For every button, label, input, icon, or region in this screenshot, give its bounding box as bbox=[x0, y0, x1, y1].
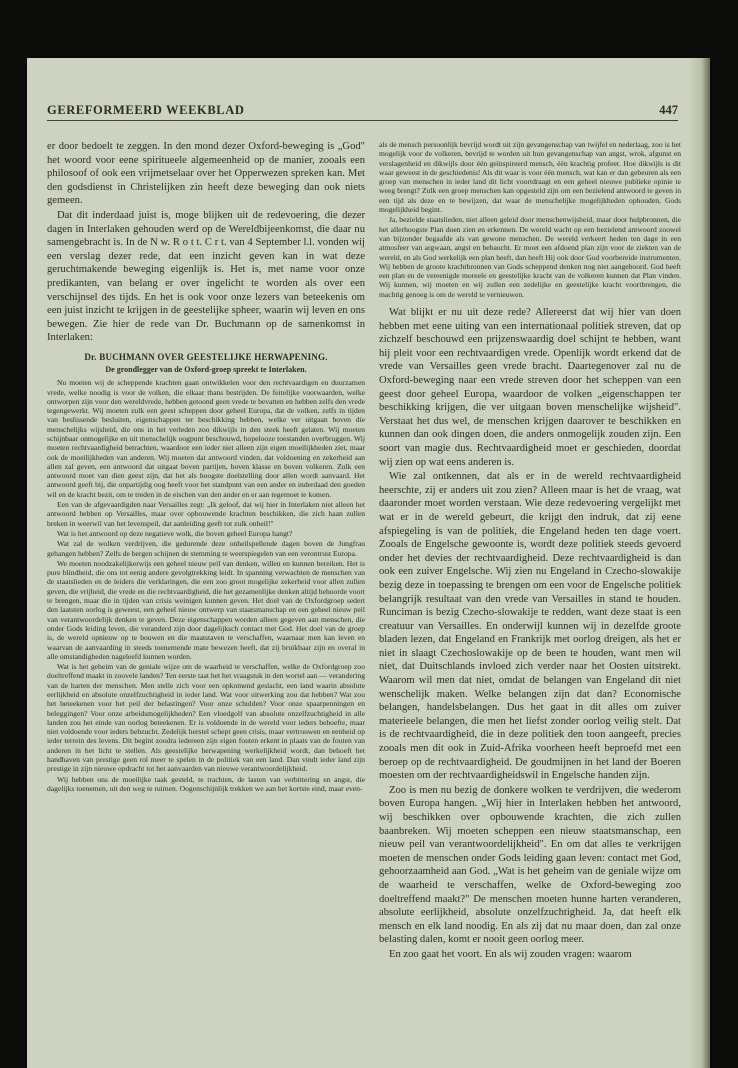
page-number: 447 bbox=[659, 103, 678, 117]
speech-paragraph: Een van de afgevaardigden naar Versailles zegt: „Ik geloof, dat wij hier in Interlaken niet alleen het antwoord hebben op Versailles, maar over opbouwende krachten beschikken, die zich haan zullen breken in weerwil van het levenspeil, dat aanleiding geeft tot zulk onheil!" bbox=[47, 500, 365, 528]
commentary-paragraph: Wie zal ontkennen, dat als er in de wereld rechtvaardigheid heerschte, zij er anders uit zou zien? Alleen maar is het de vraag, wat daaronder moet worden verstaan. Wie deze redevoering vergelijkt met wat er in de wereld gebeurt, die krijgt den indruk, dat zij eene afspiegeling is van de politiek, die Engeland heden ten dage voert. Zooals de Engelsche gewoonte is, wordt deze politiek steeds gevoerd onder het devies der rechtvaardigheid. Deze rechtvaardigheid is dan ook een zuiver Engelsche. Wij zien nu Engeland in Czecho-slowakije bezig deze in toepassing te brengen om een voor de Engelsche politiek belangrijk resultaat van den vrede van Versailles in stand te houden. Runciman is bezig Czecho-slowakije te redden, want deze staat is een creatuur van Versailles. En onderwijl kunnen wij in dezelfde groote bladen lezen, dat Engeland en Frankrijk met oorlog dreigen, als het er niet in slaagt Czechoslowakije op de been te houden, want men wil niet, dat Duitschlands invloed zich verder naar het Oosten uitstrekt. Waarom wil men dat niet, omdat de belangen van Engeland dit niet wenschelijk maken. Welke belangen zijn dat dan? Economische belangen, handelsbelangen. Dus het gaat in dit alles om zuiver materieele belangen, die men het liefst zonder oorlog veilig stelt. Dat is de rechtvaardigheid, die in deze politiek den toon aangeeft, precies zooals men dit ook in Zuid-Afrika voorheen heeft beproefd met een beroep op de rechtvaardigheid. De goudmijnen in het land der Boeren moesten om der rechtvaardigheidswil in Engelsche handen zijn. bbox=[379, 471, 681, 782]
speech-paragraph: Nu moeten wij de scheppende krachten gaan ontwikkelen voor den rechtvaardigen en duurzamen vrede, welke noodig is voor de volken, die elkaar thans bestrijden. De feitelijke voorwaarden, welke ontworpen zijn voor den wereldvrede, hebben getoond geen vrede te bevatten en hebben zelfs den vrede tegengewerkt. Wij moeten zulk een geest scheppen door geheel Europa, dat de volken, zelfs in tijden van beslissende besluiten, eigenschappen ter beschikking hebben, welke ver uitgaan boven die menschelijks wijsheid, die ons in het verleden zoo dikwijls in den steek heeft gelaten. Wij moeten schijnbaar onmogelijke en uit menschelijk oogpunt beschouwd, hopelooze toestanden overbruggen. Wij moeten rechtvaardigheid betrachten, waardoor een ieder niet alleen zijn eigen moeilijkheden ziet, maar ook de moeilijkheden van anderen. Wij moeten dat antwoord vinden, dat voldoening en zekerheid aan allen zal geven, een antwoord dat uitgaat boven partijen, boven klasse en boven volkeren. Zulk een antwoord moet van dien geest zijn, dat het als hoogste doelstelling door allen wordt aanvaard. Het antwoord geeft bij, die onpartijdig oog heeft voor het standpunt van een ander en inderdaad den goeden wil en de kracht bezit, om te treden in de eischen van den ander en er aan tegemoet te komen. bbox=[47, 378, 365, 499]
running-title: GEREFORMEERD WEEKBLAD bbox=[47, 103, 245, 117]
speech-paragraph: Wat zal de wolken verdrijven, die gedurende deze onheilspellende dagen boven de Jungfrau gehangen hebben? Zelfs de bergen schijnen de stemming te weerspiegelen van een verontrust Europa. bbox=[47, 539, 365, 558]
commentary-paragraph: Wat blijkt er nu uit deze rede? Allereerst dat wij hier van doen hebben met eene uiting van een internationaal politiek streven, dat op zichzelf beschouwd een prijzenswaardig doel schijnt te hebben, want hij pleit voor een rechtvaardigen vrede. Openlijk wordt erkend dat de vrede van Versailles geen vrede bracht. Daartegenover zal nu de Oxford-beweging naar een vrede streven door het scheppen van een geest door geheel Europa, waardoor de volken „eigenschappen ter beschikking krijgen, die ver uitgaan boven menschelijke wijsheid". Verstaat het dus wel, de menschen krijgen daarover te beschikken en kunnen dan ook dingen doen, die anders onmogelijk zouden zijn. Een soort van magie dus. Rechtvaardigheid moet er geschieden, doordat wij zien op wat eens anderen is. bbox=[379, 307, 681, 468]
commentary-paragraph: En zoo gaat het voort. En als wij zouden vragen: waarom bbox=[389, 948, 632, 960]
commentary-paragraph: Zoo is men nu bezig de donkere wolken te verdrijven, die wederom boven Europa hangen. „Wij hier in Interlaken hebben het antwoord, wij beschikken over opbouwende krachten, die zich zullen baanbreken. Wij moeten scheppen een nieuw staatsmanschap, een nieuw peil van verantwoordelijkheid". En om dat alles te verkrijgen moeten de menschen onder Gods leiding gaan leven: contact met God, gehoorzaamheid aan God. „Wat is het geheim van de geniale wijze om de waarheid te verschaffen, welke de Oxford-beweging zoo doeltreffend maakt?" De menschen moeten hunne harten veranderen, absolute eerlijkheid, absolute onzelfzuchtigheid. Ja, dat heeft elk mensch en elk land noodig. En als zij dat nu maar doen, dan zal onze belasting dalen, komt er nooit geen oorlog meer. bbox=[379, 784, 681, 946]
speech-paragraph: Wat is het geheim van de geniale wijze om de waarheid te verschaffen, welke de Oxfordgroep zoo doeltreffend maakt in zoovele landen? Ten eerste taat het het vraagstuk in den wortel aan — verandering van de harten der menschen. Men stelle zich voor een opkomend geslacht, een land waarin absolute eerlijkheid en absolute onzelfzuchtigheid in ieder land. Wat voor uitwerking zou dat hebben? Wat zou het beteekenen voor het peil der belastingen? Voor onze schulden? Voor onze spaarpenningen en beleggingen? Voor onze arbeidsmogelijkheden? Een vloedgolf van absolute onzelfzuchtigheid in alle landen zou het einde van oorlog beteekenen. Er is voldoende in de wereld voor ieders behoefte, maar niet voldoende voor ieders hebzucht. Zedelijk herstel schept geen crisis, maar vertrouwen en eenheid op ieder terrein des levens. Dit begint zoodra iedereen zijn eigen fouten erkent in plaats van de fouten van anderen in het licht te stellen. Als geestelijke herwapening werkelijkheid wordt, dan behoeft het handhaven van prestige geen rol meer te spelen in de politiek van een land. Dan vindt ieder land zijn prestige in zijn nieuwe opdracht tot het aanvaarden van nieuwe verantwoordelijkheid. bbox=[47, 662, 365, 774]
page-binding-shadow bbox=[688, 58, 710, 1068]
article-heading: Dr. BUCHMANN OVER GEESTELIJKE HERWAPENING. bbox=[84, 351, 328, 362]
article-subheading: De grondlegger van de Oxford-groep spreekt te Interlaken. bbox=[105, 364, 307, 374]
left-column bbox=[47, 140, 365, 794]
intro-paragraph: er door bedoelt te zeggen. In den mond dezer Oxford-beweging is „God" het woord voor eene spiritueele algemeenheid op de manier, zooals een philosoof of ook een vrijmetselaar over het Opperwezen spreken kan. Met den godsdienst in Christelijken zin heeft deze beweging dan ook niets gemeen. bbox=[47, 141, 365, 207]
speech-paragraph: Wat is het antwoord op deze negatieve wolk, die boven geheel Europa hangt? bbox=[57, 528, 293, 538]
speech-paragraph: als de mensch persoonlijk bevrijd wordt uit zijn gevangenschap van twijfel en nederlaag, zoo is het mogelijk voor de volkeren, bevrijd te worden uit hun gevangenschap van angst, wrok, afgunst en verslagenheid en dikwijls door één geïnspireerd mensch, één krachtig profeet. Hoe dikwijls is dit waar geweest in de geschiedenis! Als dit waar is voor één mensch, wat kan er dan gebeuren als een groep van menschen in ieder land dit licht voortdraagt en een geheel nieuwe publieke opinie te weeg brengt? Zulk een groep menschen kan opgesteld zijn om een bezielend antwoord te geven in een tijd als deze en te bewijzen, dat waar de menschelijke mogelijkheden ophouden, Gods mogelijkheid begint. bbox=[379, 140, 681, 215]
speech-paragraph: Ja, bezielde staatslieden, niet alleen geleid door menschenwijsheid, maar door hulpbronnen, die het allerhoogste Plan doen zien en erkennen. De wereld wacht op een bezielend antwoord zoowel van bijzonder begaafde als van gewone menschen. De wereld verkeert heden ten dage in een atmosfeer van argwaan, angst en bebaucht. Er moet een afdoend plan zijn voor de ziekten van de wereld, en als God werkelijk een plan heeft, dan heeft Hij ook door God voorbereide instrumenten. Wij hebben de groote krachtbronnen van Gods scheppend denken nog niet aangeboord. God heeft een plan en de vereenigde moreele en geestelijke kracht van de volkeren kunnen dat Plan vinden. Wij kunnen, wij moeten en wij zullen een zedelijke en geestelijke kracht voortbrengen, die machtig genoeg is om de wereld te vernieuwen. bbox=[379, 215, 681, 299]
running-header bbox=[47, 98, 678, 121]
magazine-page bbox=[27, 58, 710, 1068]
speech-paragraph: We moeten noodzakelijkerwijs een geheel nieuw peil van denken, willen en kunnen bereiken. Het is pure blindheid, die ons tot eenig andere gevolgtrekking leidt. In spanning verwachten de menschen van de staatslieden en de leiders die verklaringen, die een zoo groot mogelijke zekerheid voor allen zullen geven, die vrijheid, die vrede en die rechtvaardigheid, die het gezamenlijke denken altijd behoorde voort te brengen, maar die in tijden van crisis weinigen kunnen geven. Het doel van de Oxfordgroep sedert den laatsten oorlog is geweest, een geheel nieuw ontwerp van staatsmanschap en een geheel nieuw peil van verantwoordelijk denken te geven. Deze eigenschappen worden alleen gegeven aan menschen, die onder Gods leiding leven, die veranderd zijn door dagelijksch contact met God. Het doel van de groep is, de wereld opnieuw op te bouwen en die maatstaven te verschaffen, waarnaar men kan leven en waarvan de aanvaarding in steeds toenemende mate bewezen heeft, dat zij bruikbaar zijn en overal in alle omstandigheden nageleefd kunnen worden. bbox=[47, 558, 365, 661]
intro-paragraph: Dat dit inderdaad juist is, moge blijken uit de redevoering, die dezer dagen in Interlaken gehouden werd op de Wereldbijeenkomst, die daar nu samengebracht is. In de N w. R o t t. C r t. van 4 September l.l. vonden wij een verslag dezer rede, dat een inzicht geven kan in wat deze geruchtmakende beweging eigenlijk is. Het is, met name voor onze predikanten, van belang er over ingelicht te worden als over een verschijnsel des tijds. En het is ook voor onze lezers van beteekenis om een juist inzicht te krijgen in de geestelijke spheer, waarin wij leven en ons bewegen. Zie hier de rede van Dr. Buchmann op de samenkomst in Interlaken: bbox=[47, 209, 365, 344]
speech-paragraph: Wij hebben ons de moeilijke taak gesteld, te trachten, de lasten van verbittering en angst, die dagelijks toenemen, uit den weg te ruimen. Oogenschijnlijk trekken we aan het kortste eind, maar even- bbox=[47, 774, 365, 793]
right-column bbox=[379, 140, 681, 963]
